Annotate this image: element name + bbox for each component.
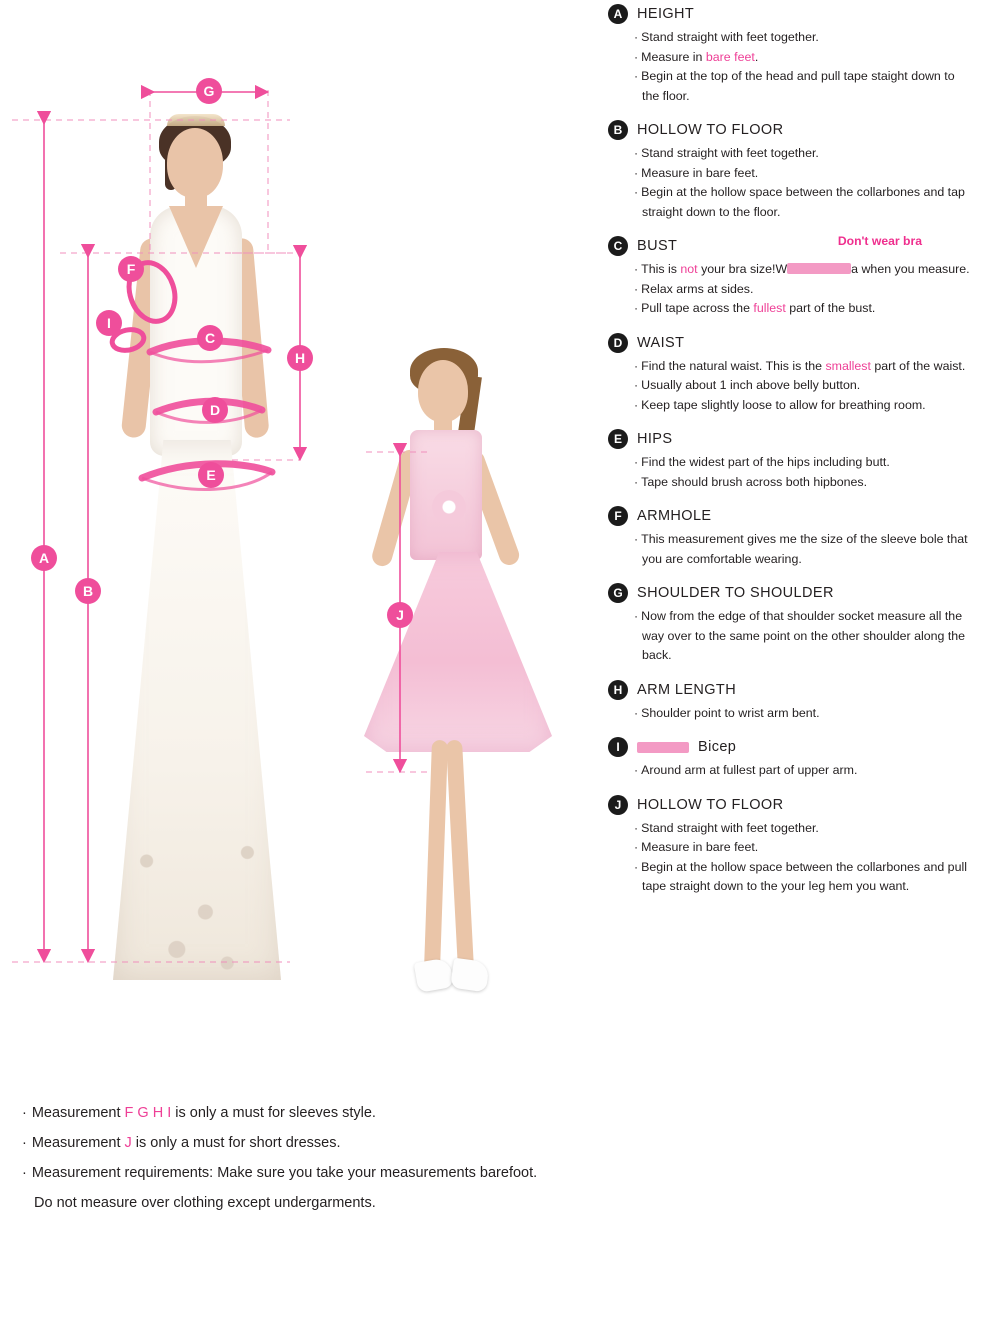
bullet: · Begin at the hollow space between the collarbones and pull tape straight down to the your leg hem you want. (634, 858, 994, 897)
bullet-continuation-2: back. (642, 648, 672, 662)
letter-badge-b: B (608, 120, 628, 140)
bullet-text: Find the natural waist. This is the (641, 358, 826, 373)
bullet-text: Measure in bare feet. (641, 165, 759, 180)
entry-title: HEIGHT (637, 6, 695, 22)
letter-badge-j: J (608, 795, 628, 815)
redaction-mark (787, 263, 851, 274)
bullet-text: Stand straight with feet together. (641, 820, 819, 835)
bullet-tail: part of the waist. (870, 358, 966, 373)
bullet: · Stand straight with feet together. (634, 820, 819, 835)
bullet-dot: · (22, 1105, 27, 1121)
instruction-height (608, 4, 994, 106)
instruction-hollow-to-hem (608, 795, 994, 897)
bullet: · Usually about 1 inch above belly button. (634, 378, 861, 392)
note-prefix: Measurement requirements: Make sure you take your measurements barefoot. (31, 1165, 538, 1181)
bullet-text: This is (641, 262, 681, 276)
bullet-list (634, 761, 994, 781)
note-item (22, 1128, 582, 1158)
entry-header (608, 737, 994, 757)
entry-title: ARM LENGTH (637, 681, 737, 698)
bullet-tail: . (754, 49, 759, 64)
bullet-continuation: straight down to the floor. (642, 204, 781, 219)
bullet: · Tape should brush across both hipbones. (634, 474, 868, 489)
bullet-highlight: bare feet (705, 49, 755, 64)
bullet-text: Keep tape slightly loose to allow for breathing room. (641, 397, 926, 412)
bullet: · Measure in bare feet. (634, 840, 759, 854)
note-item (22, 1158, 582, 1218)
bullet-continuation: the floor. (642, 88, 690, 103)
entry-header (608, 429, 994, 449)
instruction-bicep (608, 737, 994, 781)
bullet-list (634, 607, 994, 666)
note-highlight: F G H I (124, 1105, 172, 1121)
entry-header (608, 506, 994, 526)
bullet-text: Relax arms at sides. (641, 281, 754, 296)
letter-badge-i: I (608, 737, 628, 757)
entry-title: HOLLOW TO FLOOR (637, 796, 784, 813)
figure-area (0, 0, 600, 1070)
bullet-continuation: you are comfortable wearing. (642, 551, 802, 566)
bullet-tail-2: a when you measure. (851, 262, 970, 276)
bullet-dot: · (22, 1165, 27, 1181)
bullet-text: Find the widest part of the hips including butt. (641, 455, 890, 469)
bullet-text: Tape should brush across both hipbones. (641, 474, 868, 489)
bullet: · Keep tape slightly loose to allow for breathing room. (634, 397, 926, 412)
instruction-arm-length (608, 680, 994, 724)
bullet: · Measure in bare feet. (634, 49, 759, 64)
entry-title: ARMHOLE (637, 508, 712, 524)
bullet: · Pull tape across the fullest part of the bust. (634, 301, 876, 315)
entry-header (608, 333, 994, 353)
bullet: · This is not your bra size!W a when you measure. (634, 262, 970, 276)
instruction-shoulder-to-shoulder (608, 583, 994, 666)
entry-title: HOLLOW TO FLOOR (637, 122, 784, 138)
marker-e: E (198, 462, 224, 488)
bullet-text: Stand straight with feet together. (641, 146, 819, 160)
bullet: · Measure in bare feet. (634, 165, 759, 180)
marker-a: A (31, 545, 57, 571)
marker-i: I (96, 310, 122, 336)
measurement-overlay (0, 0, 600, 1070)
bullet-dot: · (22, 1135, 27, 1151)
instructions-panel (608, 4, 994, 1330)
bullet-list (634, 453, 994, 492)
bullet-text: Begin at the hollow space between the collarbones and tap (641, 185, 965, 199)
bullet-list (634, 28, 994, 106)
bullet-text: Begin at the hollow space between the collarbones and pull (641, 859, 967, 874)
bullet-text: Stand straight with feet together. (641, 30, 819, 44)
bullet-continuation: tape straight down to the your leg hem you want. (642, 879, 910, 893)
instruction-hollow-to-floor (608, 120, 994, 222)
bullet-text: Measure in (641, 49, 706, 64)
bullet-list (634, 530, 994, 569)
bullet-list (634, 704, 994, 724)
marker-b: B (75, 578, 101, 604)
bullet-highlight: not (680, 262, 698, 276)
bullet-tail: your bra size!W (697, 262, 788, 276)
letter-badge-g: G (608, 583, 628, 603)
left-notes (22, 1098, 582, 1218)
letter-badge-e: E (608, 429, 628, 449)
entry-header (608, 680, 994, 700)
bullet: · Begin at the top of the head and pull tape staight down to the floor. (634, 67, 994, 106)
note-suffix: is only a must for sleeves style. (171, 1105, 376, 1121)
instruction-waist (608, 333, 994, 416)
bullet: · Find the widest part of the hips including butt. (634, 455, 890, 469)
letter-badge-a: A (608, 4, 628, 24)
instruction-armhole (608, 506, 994, 569)
entry-header (608, 236, 994, 256)
bullet-tail: part of the bust. (785, 301, 876, 315)
bullet: · Stand straight with feet together. (634, 30, 819, 44)
entry-title: BUST (637, 238, 678, 254)
entry-title: SHOULDER TO SHOULDER (637, 585, 834, 601)
bullet-text: Now from the edge of that shoulder socket measure all the (641, 609, 963, 623)
instruction-hips (608, 429, 994, 492)
instruction-bust (608, 236, 994, 319)
note-highlight: J (124, 1135, 132, 1151)
marker-g: G (196, 78, 222, 104)
bullet-highlight: fullest (753, 301, 786, 315)
note-suffix: is only a must for short dresses. (131, 1135, 341, 1151)
entry-header (608, 583, 994, 603)
bullet: · Stand straight with feet together. (634, 146, 819, 160)
bullet-text: Begin at the top of the head and pull tape staight down to (641, 69, 955, 83)
letter-badge-f: F (608, 506, 628, 526)
bra-warning-text: Don't wear bra (837, 234, 922, 248)
entry-header (608, 120, 994, 140)
bullet-list (634, 819, 994, 897)
entry-title: WAIST (637, 334, 685, 351)
entry-title: Bicep (698, 739, 737, 755)
marker-j: J (387, 602, 413, 628)
redaction-mark (637, 742, 689, 753)
bullet-text: Around arm at fullest part of upper arm. (641, 763, 858, 777)
bullet: · Find the natural waist. This is the smallest part of the waist. (634, 358, 966, 373)
marker-f: F (118, 256, 144, 282)
bullet-list (634, 260, 994, 319)
bullet-list (634, 144, 994, 222)
note-item (22, 1098, 582, 1128)
entry-header (608, 4, 994, 24)
note-prefix: Measurement (31, 1105, 125, 1121)
bullet-text: Pull tape across the (641, 301, 754, 315)
note-continuation: Do not measure over clothing except undergarments. (34, 1195, 376, 1211)
bullet-text: Measure in bare feet. (641, 840, 759, 854)
marker-c: C (197, 325, 223, 351)
bullet: · Around arm at fullest part of upper arm. (634, 763, 858, 777)
entry-title: HIPS (637, 431, 673, 447)
marker-d: D (202, 397, 228, 423)
bullet: · Relax arms at sides. (634, 281, 754, 296)
bullet: · This measurement gives me the size of the sleeve bole that you are comfortable wearing. (634, 530, 994, 569)
note-prefix: Measurement (31, 1135, 125, 1151)
bullet: · Now from the edge of that shoulder socket measure all the way over to the same point on the other shoulder along the back. (634, 607, 994, 666)
bullet-text: Usually about 1 inch above belly button. (641, 378, 861, 392)
bullet-highlight: smallest (825, 358, 871, 373)
bullet: · Begin at the hollow space between the collarbones and tap straight down to the floor. (634, 183, 994, 222)
bullet-list (634, 357, 994, 416)
bullet: · Shoulder point to wrist arm bent. (634, 705, 820, 720)
entry-header (608, 795, 994, 815)
letter-badge-d: D (608, 333, 628, 353)
bullet-text: This measurement gives me the size of the sleeve bole that (641, 532, 968, 546)
letter-badge-h: H (608, 680, 628, 700)
bullet-text: Shoulder point to wrist arm bent. (641, 705, 820, 720)
letter-badge-c: C (608, 236, 628, 256)
bullet-continuation: way over to the same point on the other shoulder along the (642, 628, 966, 643)
marker-h: H (287, 345, 313, 371)
